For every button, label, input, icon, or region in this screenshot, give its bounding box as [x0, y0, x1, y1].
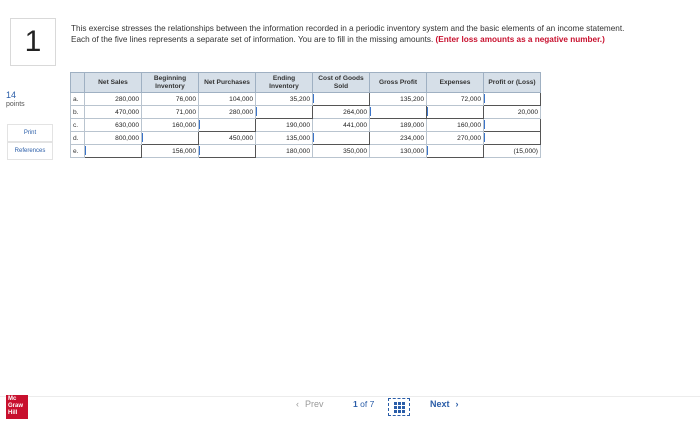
header-expenses: Expenses — [427, 73, 484, 93]
next-label: Next — [430, 399, 450, 409]
references-button[interactable] — [7, 142, 53, 160]
table-cell: 160,000 — [142, 119, 199, 132]
answer-input[interactable] — [484, 132, 541, 145]
table-row — [71, 106, 541, 119]
prompt-text: This exercise stresses the relationships between the information recorded in a periodic inventory system and the basic elements of an income statement. Each of the five lines represents a separate set of information. You are to fill in the missing amounts. — [71, 24, 625, 44]
table-body — [71, 93, 541, 158]
table-cell: 104,000 — [199, 93, 256, 106]
inventory-table — [70, 72, 541, 158]
next-button[interactable] — [430, 399, 459, 409]
page-of: of — [360, 399, 368, 409]
table-cell: 280,000 — [199, 106, 256, 119]
header-cost-of-goods-sold: Cost of Goods Sold — [313, 73, 370, 93]
table-cell: 71,000 — [142, 106, 199, 119]
header-ending-inventory: Ending Inventory — [256, 73, 313, 93]
prev-button[interactable] — [296, 399, 324, 409]
table-cell: 76,000 — [142, 93, 199, 106]
mcgraw-hill-logo: Mc Graw Hill — [6, 395, 28, 419]
table-cell: 450,000 — [199, 132, 256, 145]
question-prompt — [71, 24, 631, 45]
header-beginning-inventory: Beginning Inventory — [142, 73, 199, 93]
answer-input[interactable] — [85, 145, 142, 158]
table-cell: 130,000 — [370, 145, 427, 158]
row-label: c. — [71, 119, 85, 132]
row-label: d. — [71, 132, 85, 145]
table-cell: 20,000 — [484, 106, 541, 119]
table-cell: 72,000 — [427, 93, 484, 106]
answer-input[interactable] — [427, 145, 484, 158]
question-number: 1 — [10, 18, 56, 66]
answer-input[interactable] — [256, 106, 313, 119]
table-cell: 280,000 — [85, 93, 142, 106]
table-cell: 630,000 — [85, 119, 142, 132]
row-label: a. — [71, 93, 85, 106]
page-current: 1 — [353, 399, 358, 409]
answer-input[interactable] — [484, 93, 541, 106]
grid-icon[interactable] — [388, 398, 410, 416]
print-label: Print — [23, 130, 37, 136]
chevron-left-icon: ‹ — [296, 399, 299, 409]
answer-input[interactable] — [313, 132, 370, 145]
table-cell: 800,000 — [85, 132, 142, 145]
answer-input[interactable] — [484, 119, 541, 132]
points-value: 14 — [6, 90, 17, 100]
page-indicator — [353, 399, 374, 409]
answer-input[interactable] — [199, 145, 256, 158]
header-gross-profit: Gross Profit — [370, 73, 427, 93]
table-row — [71, 145, 541, 158]
table-cell: 160,000 — [427, 119, 484, 132]
table-cell: 470,000 — [85, 106, 142, 119]
table-cell: 234,000 — [370, 132, 427, 145]
table-row — [71, 93, 541, 106]
table-cell: 264,000 — [313, 106, 370, 119]
table-row — [71, 119, 541, 132]
header-profit-or-loss: Profit or (Loss) — [484, 73, 541, 93]
table-cell: 190,000 — [256, 119, 313, 132]
answer-input[interactable] — [370, 106, 427, 119]
table-header — [71, 73, 541, 93]
answer-input[interactable] — [313, 93, 370, 106]
page-total: 7 — [369, 399, 375, 409]
prompt-emphasis: (Enter loss amounts as a negative number.) — [435, 34, 605, 44]
answer-input[interactable] — [199, 119, 256, 132]
answer-input[interactable] — [427, 106, 484, 119]
row-label: b. — [71, 106, 85, 119]
print-button[interactable] — [7, 124, 53, 142]
references-label: References — [14, 148, 46, 154]
footer-divider — [0, 396, 700, 397]
answer-input[interactable] — [142, 132, 199, 145]
chevron-right-icon: › — [455, 399, 459, 409]
points-label: points — [6, 101, 25, 108]
table-cell: 350,000 — [313, 145, 370, 158]
table-cell: 270,000 — [427, 132, 484, 145]
header-net-purchases: Net Purchases — [199, 73, 256, 93]
table-row — [71, 132, 541, 145]
header-blank — [71, 73, 85, 93]
table-cell: 441,000 — [313, 119, 370, 132]
row-label: e. — [71, 145, 85, 158]
table-cell: 156,000 — [142, 145, 199, 158]
table-cell: 135,000 — [256, 132, 313, 145]
prev-label: Prev — [305, 399, 324, 409]
table-cell: 189,000 — [370, 119, 427, 132]
table-cell: 180,000 — [256, 145, 313, 158]
table-cell: 35,200 — [256, 93, 313, 106]
table-cell: (15,000) — [484, 145, 541, 158]
points-indicator — [6, 90, 56, 108]
header-net-sales: Net Sales — [85, 73, 142, 93]
table-cell: 135,200 — [370, 93, 427, 106]
